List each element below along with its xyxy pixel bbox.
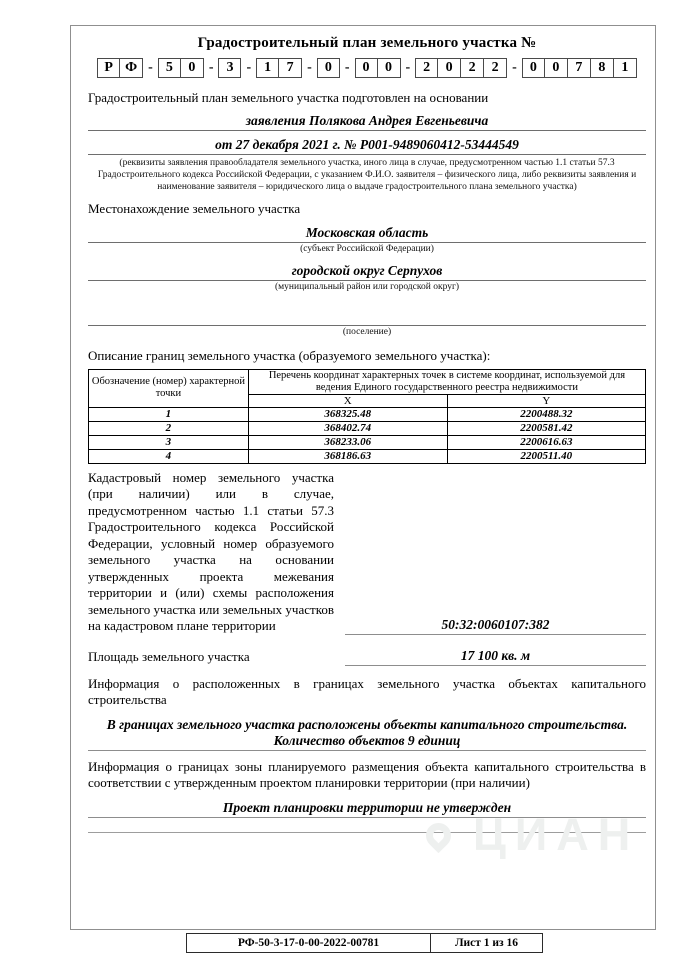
cadastral-label: Кадастровый номер земельного участка (при наличии) или в случае, предусмотренном частью 1.1 статьи 57.3 Градостроительного кодекса Российской Федерации, условный номер образуемого земельного участка на основании утвержденных проекта межевания территории и (или) схемы расположения земельного участка или земельных участков на кадастровом плане территории xyxy=(88,469,334,633)
capital-objects-value xyxy=(88,717,646,751)
coordinate-row xyxy=(89,435,646,449)
plan-number-row xyxy=(88,57,646,78)
cadastral-section xyxy=(88,470,646,635)
point-number: 3 xyxy=(89,435,249,449)
coord-y: 2200511.40 xyxy=(447,449,645,463)
footer-table xyxy=(186,933,543,953)
plan-number-box: 0 xyxy=(181,58,204,78)
plan-number-box: 0 xyxy=(355,58,378,78)
area-value: 17 100 кв. м xyxy=(345,648,646,666)
plan-number-group xyxy=(158,58,204,78)
plan-number-separator: - xyxy=(344,59,350,75)
plan-number-box: 7 xyxy=(279,58,302,78)
application-date-line: от 27 декабря 2021 г. № Р001-9489060412-53444549 xyxy=(88,137,646,155)
footer-sheet-number: Лист 1 из 16 xyxy=(454,937,519,949)
y-header: Y xyxy=(447,394,645,407)
plan-number-group xyxy=(256,58,302,78)
coord-x: 368186.63 xyxy=(248,449,447,463)
coord-x: 368402.74 xyxy=(248,421,447,435)
point-number: 2 xyxy=(89,421,249,435)
empty-fill-line xyxy=(88,818,646,833)
plan-number-box: 5 xyxy=(158,58,181,78)
planning-zone-label: Информация о границах зоны планируемого размещения объекта капитального строительства в соответствии с утвержденным проектом планировки территории (при наличии) xyxy=(88,758,646,790)
location-label: Местонахождение земельного участка xyxy=(88,200,301,216)
capital-objects-line2: Количество объектов 9 единиц xyxy=(88,733,646,751)
plan-number-box: 7 xyxy=(568,58,591,78)
area-label: Площадь земельного участка xyxy=(88,649,250,664)
region-value: Московская область xyxy=(88,225,646,243)
cadastral-value: 50:32:0060107:382 xyxy=(345,617,646,635)
plan-number-group xyxy=(522,58,637,78)
plan-number-group xyxy=(317,58,340,78)
coord-y: 2200616.63 xyxy=(447,435,645,449)
watermark-text: ЦИАН xyxy=(473,809,640,860)
point-number: 4 xyxy=(89,449,249,463)
area-section xyxy=(88,648,646,666)
capital-objects-line1: В границах земельного участка расположены объекты капитального строительства. xyxy=(106,716,628,732)
plan-number-separator: - xyxy=(512,59,517,75)
point-number: 1 xyxy=(89,407,249,421)
plan-number-box: 8 xyxy=(591,58,614,78)
coord-y: 2200581.42 xyxy=(447,421,645,435)
plan-number-box: 0 xyxy=(522,58,545,78)
plan-number-separator: - xyxy=(148,59,153,75)
plan-number-box: 2 xyxy=(484,58,507,78)
district-value: городской округ Серпухов xyxy=(88,263,646,281)
plan-number-separator: - xyxy=(208,59,214,75)
settlement-note: (поселение) xyxy=(342,327,392,337)
capital-objects-label: Информация о расположенных в границах земельного участка объектах капитального строительства xyxy=(88,675,646,707)
plan-number-separator: - xyxy=(405,59,411,75)
coord-x: 368325.48 xyxy=(248,407,447,421)
document-page xyxy=(70,25,656,930)
plan-number-box: 0 xyxy=(545,58,568,78)
plan-number-group xyxy=(218,58,241,78)
plan-number-box: 0 xyxy=(378,58,401,78)
footer-doc-number: РФ-50-3-17-0-00-2022-00781 xyxy=(187,934,431,952)
plan-number-box: 2 xyxy=(415,58,438,78)
plan-number-box: Р xyxy=(97,58,120,78)
plan-number-box: 3 xyxy=(218,58,241,78)
coordinates-table xyxy=(88,369,646,464)
plan-number-separator: - xyxy=(307,59,312,75)
col1-header: Обозначение (номер) характерной точки xyxy=(89,369,249,407)
plan-number-group xyxy=(415,58,507,78)
district-note: (муниципальный район или городской округ) xyxy=(274,282,460,292)
boundaries-heading: Описание границ земельного участка (образуемого земельного участка): xyxy=(88,348,491,363)
settlement-line xyxy=(88,309,646,326)
coordinate-row xyxy=(89,449,646,463)
plan-number-box: Ф xyxy=(120,58,143,78)
col2-header: Перечень координат характерных точек в системе координат, используемой для ведения Единого государственного реестра недвижимости xyxy=(248,369,645,394)
plan-number-box: 0 xyxy=(438,58,461,78)
basis-intro: Градостроительный план земельного участка подготовлен на основании xyxy=(88,90,489,105)
plan-number-group xyxy=(97,58,143,78)
basis-note: (реквизиты заявления правообладателя земельного участка, иного лица в случае, предусмотренном частью 1.1 статьи 57.3 Градостроительного кодекса Российской Федерации, с указанием Ф.И.О. заявителя – физического лица, либо реквизиты заявления и наименование заявителя – юридического лица о выдаче градостроительного плана земельного участка) xyxy=(97,157,637,192)
x-header: X xyxy=(248,394,447,407)
coordinate-row xyxy=(89,421,646,435)
plan-number-box: 1 xyxy=(256,58,279,78)
plan-number-box: 1 xyxy=(614,58,637,78)
coordinate-row xyxy=(89,407,646,421)
applicant-line: заявления Полякова Андрея Евгеньевича xyxy=(88,113,646,131)
plan-number-group xyxy=(355,58,401,78)
region-note: (субъект Российской Федерации) xyxy=(300,244,434,254)
coord-y: 2200488.32 xyxy=(447,407,645,421)
plan-number-box: 0 xyxy=(317,58,340,78)
planning-zone-value: Проект планировки территории не утвержден xyxy=(88,800,646,818)
coordinates-table-body xyxy=(89,407,646,463)
coord-x: 368233.06 xyxy=(248,435,447,449)
plan-number-separator: - xyxy=(246,59,252,75)
page-title: Градостроительный план земельного участка № xyxy=(197,35,537,51)
plan-number-box: 2 xyxy=(461,58,484,78)
